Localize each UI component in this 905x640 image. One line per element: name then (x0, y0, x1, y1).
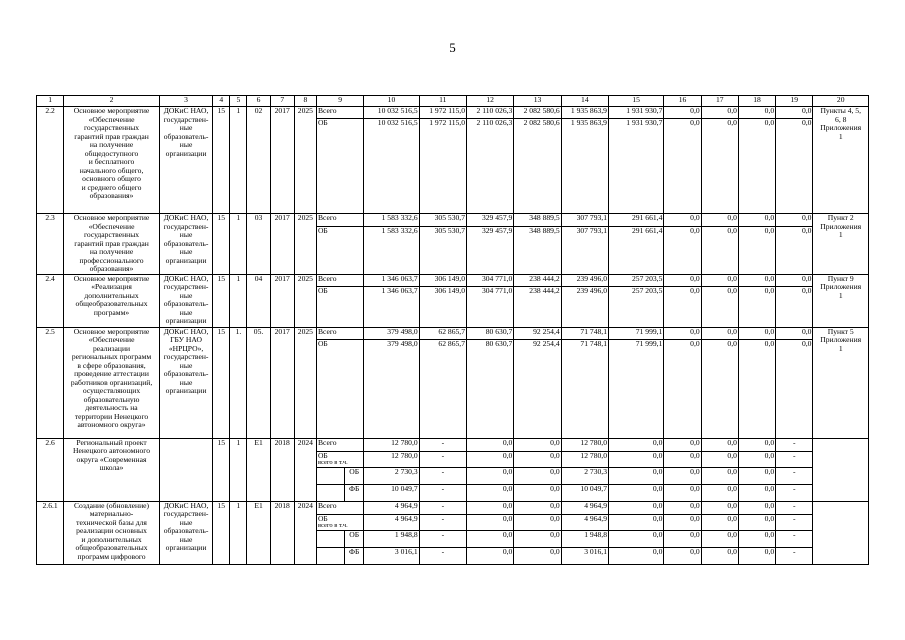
header-cell-20: 20 (813, 96, 869, 107)
funding-source (316, 438, 363, 451)
amount-col-10: 3 016,1 (364, 548, 419, 565)
amount-col-16: 0,0 (664, 119, 701, 214)
header-cell-19: 19 (776, 96, 813, 107)
amount-col-19: - (776, 438, 813, 451)
amount-col-19: 0,0 (776, 274, 813, 286)
amount-col-10: 12 780,0 (364, 451, 419, 467)
amount-col-11: - (419, 467, 466, 484)
code-c4: 15 (213, 501, 230, 564)
amount-col-11: 305 530,7 (419, 214, 466, 227)
amount-col-13: 0,0 (514, 514, 561, 530)
amount-col-11: 62 865,7 (419, 339, 466, 438)
amount-col-17: 0,0 (701, 514, 738, 530)
amount-col-17: 0,0 (701, 339, 738, 438)
amount-col-16: 0,0 (664, 548, 701, 565)
funding-subsource: ОБ (345, 531, 364, 548)
amount-col-16: 0,0 (664, 226, 701, 274)
amount-col-16: 0,0 (664, 214, 701, 227)
amount-col-13: 0,0 (514, 438, 561, 451)
code-c6: 02 (247, 107, 270, 214)
amount-col-16: 0,0 (664, 107, 701, 119)
amount-col-14: 1 935 863,9 (561, 107, 608, 119)
amount-col-15: 0,0 (608, 467, 663, 484)
code-c5: 1 (230, 274, 247, 327)
funding-subsource: ФБ (345, 484, 364, 501)
amount-col-11: - (419, 484, 466, 501)
table-row (37, 214, 869, 227)
amount-col-13: 0,0 (514, 548, 561, 565)
amount-col-19: 0,0 (776, 119, 813, 214)
header-cell-10: 10 (364, 96, 419, 107)
amount-col-19: 0,0 (776, 286, 813, 327)
header-cell-4: 4 (213, 96, 230, 107)
amount-col-12: 2 110 026,3 (467, 119, 514, 214)
header-cell-7: 7 (270, 96, 294, 107)
amount-col-16: 0,0 (664, 514, 701, 530)
amount-col-12: 0,0 (467, 451, 514, 467)
amount-col-13: 92 254,4 (514, 339, 561, 438)
header-cell-13: 13 (514, 96, 561, 107)
amount-col-13: 0,0 (514, 451, 561, 467)
header-cell-5: 5 (230, 96, 247, 107)
amount-col-14: 10 049,7 (561, 484, 608, 501)
amount-col-10: 1 583 332,6 (364, 226, 419, 274)
table-row (37, 274, 869, 286)
amount-col-11: - (419, 501, 466, 514)
amount-col-19: - (776, 531, 813, 548)
amount-col-13: 238 444,2 (514, 274, 561, 286)
amount-col-12: 329 457,9 (467, 226, 514, 274)
amount-col-15: 257 203,5 (608, 274, 663, 286)
amount-col-12: 329 457,9 (467, 214, 514, 227)
funding-source (316, 107, 363, 119)
amount-col-17: 0,0 (701, 438, 738, 451)
amount-col-12: 0,0 (467, 501, 514, 514)
funding-source-label: Всего (317, 501, 337, 510)
amount-col-16: 0,0 (664, 531, 701, 548)
reference-note: Пункт 2 Приложения 1 (813, 214, 869, 275)
executor: ДОКиС НАО, государствен- ные образователь- ные организации (159, 274, 212, 327)
amount-col-10: 4 964,9 (364, 501, 419, 514)
header-cell-18: 18 (738, 96, 775, 107)
funding-subsource: ОБ (345, 467, 364, 484)
amount-col-12: 0,0 (467, 531, 514, 548)
amount-col-12: 0,0 (467, 467, 514, 484)
code-c4: 15 (213, 274, 230, 327)
amount-col-11: 62 865,7 (419, 327, 466, 339)
funding-source-label: Всего (317, 438, 337, 447)
amount-col-16: 0,0 (664, 467, 701, 484)
amount-col-12: 0,0 (467, 484, 514, 501)
executor: ДОКиС НАО, государствен- ные образователь- ные организации (159, 107, 212, 214)
amount-col-12: 2 110 026,3 (467, 107, 514, 119)
amount-col-14: 307 793,1 (561, 226, 608, 274)
amount-col-18: 0,0 (738, 484, 775, 501)
funding-source-label: ОБ (317, 118, 328, 127)
amount-col-12: 0,0 (467, 438, 514, 451)
table-row (37, 438, 869, 451)
amount-col-17: 0,0 (701, 327, 738, 339)
amount-col-11: 306 149,0 (419, 274, 466, 286)
amount-col-12: 80 630,7 (467, 339, 514, 438)
amount-col-13: 0,0 (514, 467, 561, 484)
funding-source-sublabel: всего в т.ч. (317, 459, 348, 466)
amount-col-10: 10 032 516,5 (364, 119, 419, 214)
amount-col-13: 2 082 580,6 (514, 119, 561, 214)
row-number: 2.6 (37, 438, 64, 501)
funding-source-label: Всего (317, 274, 337, 283)
executor: ДОКиС НАО, государствен- ные образователь- ные организации (159, 501, 212, 564)
amount-col-18: 0,0 (738, 286, 775, 327)
code-c6: E1 (247, 501, 270, 564)
amount-col-16: 0,0 (664, 339, 701, 438)
funding-source-label: ОБ (317, 226, 328, 235)
amount-col-14: 239 496,0 (561, 286, 608, 327)
amount-col-15: 291 661,4 (608, 214, 663, 227)
code-c8: 2024 (294, 438, 316, 501)
amount-col-13: 348 889,5 (514, 226, 561, 274)
amount-col-14: 4 964,9 (561, 514, 608, 530)
header-cell-12: 12 (467, 96, 514, 107)
executor: ДОКиС НАО, государствен- ные образователь- ные организации (159, 214, 212, 275)
header-row (37, 96, 869, 107)
code-c5: 1 (230, 107, 247, 214)
amount-col-17: 0,0 (701, 531, 738, 548)
code-c4: 15 (213, 327, 230, 438)
amount-col-10: 1 583 332,6 (364, 214, 419, 227)
funding-source-label: ОБ (317, 514, 328, 523)
amount-col-10: 1 346 063,7 (364, 274, 419, 286)
amount-col-18: 0,0 (738, 501, 775, 514)
amount-col-17: 0,0 (701, 274, 738, 286)
amount-col-19: 0,0 (776, 327, 813, 339)
amount-col-10: 1 948,8 (364, 531, 419, 548)
header-cell-6: 6 (247, 96, 270, 107)
amount-col-13: 0,0 (514, 484, 561, 501)
amount-col-16: 0,0 (664, 274, 701, 286)
funding-source-label: Всего (317, 213, 337, 222)
row-number: 2.5 (37, 327, 64, 438)
amount-col-13: 0,0 (514, 531, 561, 548)
funding-source (316, 501, 363, 514)
code-c7: 2017 (270, 214, 294, 275)
header-cell-11: 11 (419, 96, 466, 107)
activity-name: Основное мероприятие «Обеспечение государственных гарантий прав граждан на получение общедоступного и бесплатного начального общего, основного общего и среднего общего образования» (64, 107, 160, 214)
amount-col-11: - (419, 451, 466, 467)
amount-col-19: 0,0 (776, 214, 813, 227)
amount-col-16: 0,0 (664, 438, 701, 451)
amount-col-14: 12 780,0 (561, 451, 608, 467)
amount-col-15: 1 931 930,7 (608, 107, 663, 119)
header-cell-8: 8 (294, 96, 316, 107)
amount-col-15: 0,0 (608, 438, 663, 451)
amount-col-14: 3 016,1 (561, 548, 608, 565)
amount-col-10: 10 049,7 (364, 484, 419, 501)
funding-source (316, 339, 363, 438)
funding-source-label: ОБ (317, 339, 328, 348)
amount-col-10: 10 032 516,5 (364, 107, 419, 119)
amount-col-13: 2 082 580,6 (514, 107, 561, 119)
activity-name: Региональный проект Ненецкого автономного округа «Современная школа» (64, 438, 160, 501)
reference-note: Пункты 4, 5, 6, 8 Приложения 1 (813, 107, 869, 214)
funding-source-spacer (316, 531, 344, 548)
amount-col-11: 1 972 115,0 (419, 119, 466, 214)
activity-name: Создание (обновление) материально- технической базы для реализации основных и дополнительных общеобразовательных программ цифрового (64, 501, 160, 564)
amount-col-15: 0,0 (608, 501, 663, 514)
amount-col-16: 0,0 (664, 451, 701, 467)
code-c7: 2018 (270, 501, 294, 564)
amount-col-10: 12 780,0 (364, 438, 419, 451)
code-c8: 2025 (294, 327, 316, 438)
amount-col-19: - (776, 514, 813, 530)
amount-col-12: 80 630,7 (467, 327, 514, 339)
amount-col-19: 0,0 (776, 226, 813, 274)
amount-col-17: 0,0 (701, 214, 738, 227)
amount-col-17: 0,0 (701, 484, 738, 501)
code-c8: 2025 (294, 107, 316, 214)
code-c8: 2024 (294, 501, 316, 564)
header-cell-15: 15 (608, 96, 663, 107)
amount-col-19: - (776, 548, 813, 565)
amount-col-11: - (419, 514, 466, 530)
code-c6: E1 (247, 438, 270, 501)
table-row (37, 327, 869, 339)
amount-col-18: 0,0 (738, 339, 775, 438)
amount-col-14: 1 948,8 (561, 531, 608, 548)
amount-col-18: 0,0 (738, 438, 775, 451)
amount-col-18: 0,0 (738, 226, 775, 274)
amount-col-16: 0,0 (664, 286, 701, 327)
amount-col-14: 239 496,0 (561, 274, 608, 286)
amount-col-12: 0,0 (467, 514, 514, 530)
amount-col-18: 0,0 (738, 451, 775, 467)
reference-note: Пункт 9 Приложения 1 (813, 274, 869, 327)
row-number: 2.6.1 (37, 501, 64, 564)
code-c4: 15 (213, 107, 230, 214)
code-c7: 2017 (270, 274, 294, 327)
code-c7: 2017 (270, 327, 294, 438)
amount-col-19: - (776, 484, 813, 501)
amount-col-18: 0,0 (738, 327, 775, 339)
funding-source (316, 327, 363, 339)
amount-col-14: 1 935 863,9 (561, 119, 608, 214)
amount-col-14: 71 748,1 (561, 327, 608, 339)
amount-col-16: 0,0 (664, 501, 701, 514)
amount-col-14: 307 793,1 (561, 214, 608, 227)
funding-source (316, 226, 363, 274)
amount-col-10: 379 498,0 (364, 327, 419, 339)
code-c7: 2017 (270, 107, 294, 214)
amount-col-15: 71 999,1 (608, 339, 663, 438)
amount-col-12: 304 771,0 (467, 274, 514, 286)
code-c4: 15 (213, 214, 230, 275)
amount-col-10: 379 498,0 (364, 339, 419, 438)
amount-col-10: 4 964,9 (364, 514, 419, 530)
funding-source (316, 514, 363, 530)
amount-col-15: 0,0 (608, 514, 663, 530)
amount-col-19: - (776, 451, 813, 467)
amount-col-17: 0,0 (701, 286, 738, 327)
amount-col-14: 4 964,9 (561, 501, 608, 514)
funding-source-spacer (316, 467, 344, 484)
header-cell-14: 14 (561, 96, 608, 107)
reference-note (813, 438, 869, 501)
row-number: 2.4 (37, 274, 64, 327)
amount-col-11: - (419, 438, 466, 451)
code-c8: 2025 (294, 274, 316, 327)
header-cell-2: 2 (64, 96, 160, 107)
amount-col-18: 0,0 (738, 514, 775, 530)
funding-source (316, 119, 363, 214)
amount-col-16: 0,0 (664, 327, 701, 339)
amount-col-13: 92 254,4 (514, 327, 561, 339)
amount-col-17: 0,0 (701, 226, 738, 274)
header-cell-17: 17 (701, 96, 738, 107)
funding-source-spacer (316, 548, 344, 565)
code-c5: 1 (230, 214, 247, 275)
amount-col-19: 0,0 (776, 339, 813, 438)
amount-col-18: 0,0 (738, 548, 775, 565)
amount-col-17: 0,0 (701, 451, 738, 467)
funding-source (316, 451, 363, 467)
amount-col-14: 2 730,3 (561, 467, 608, 484)
amount-col-18: 0,0 (738, 467, 775, 484)
amount-col-11: 306 149,0 (419, 286, 466, 327)
code-c5: 1 (230, 438, 247, 501)
code-c5: 1 (230, 501, 247, 564)
amount-col-15: 257 203,5 (608, 286, 663, 327)
amount-col-15: 291 661,4 (608, 226, 663, 274)
amount-col-17: 0,0 (701, 501, 738, 514)
amount-col-15: 0,0 (608, 531, 663, 548)
amount-col-17: 0,0 (701, 467, 738, 484)
amount-col-19: - (776, 501, 813, 514)
header-cell-16: 16 (664, 96, 701, 107)
amount-col-15: 0,0 (608, 548, 663, 565)
activity-name: Основное мероприятие «Обеспечение государственных гарантий прав граждан на получение профессионального образования» (64, 214, 160, 275)
amount-col-18: 0,0 (738, 119, 775, 214)
header-cell-1: 1 (37, 96, 64, 107)
executor (159, 438, 212, 501)
funding-source (316, 286, 363, 327)
executor: ДОКиС НАО, ГБУ НАО «НРЦРО», государствен- ные образователь- ные организации (159, 327, 212, 438)
amount-col-11: - (419, 531, 466, 548)
code-c5: 1. (230, 327, 247, 438)
amount-col-18: 0,0 (738, 214, 775, 227)
program-table (36, 95, 869, 565)
amount-col-19: 0,0 (776, 107, 813, 119)
amount-col-16: 0,0 (664, 484, 701, 501)
amount-col-12: 304 771,0 (467, 286, 514, 327)
amount-col-11: - (419, 548, 466, 565)
code-c6: 05. (247, 327, 270, 438)
funding-source-label: ОБ (317, 451, 328, 460)
code-c7: 2018 (270, 438, 294, 501)
code-c6: 03 (247, 214, 270, 275)
amount-col-14: 12 780,0 (561, 438, 608, 451)
amount-col-13: 348 889,5 (514, 214, 561, 227)
amount-col-12: 0,0 (467, 548, 514, 565)
funding-source (316, 274, 363, 286)
funding-subsource: ФБ (345, 548, 364, 565)
amount-col-15: 1 931 930,7 (608, 119, 663, 214)
activity-name: Основное мероприятие «Реализация дополнительных общеобразовательных программ» (64, 274, 160, 327)
amount-col-18: 0,0 (738, 274, 775, 286)
page-number: 5 (449, 40, 456, 55)
amount-col-15: 71 999,1 (608, 327, 663, 339)
reference-note (813, 501, 869, 564)
funding-source-spacer (316, 484, 344, 501)
amount-col-19: - (776, 467, 813, 484)
amount-col-13: 238 444,2 (514, 286, 561, 327)
header-cell-3: 3 (159, 96, 212, 107)
amount-col-10: 2 730,3 (364, 467, 419, 484)
funding-source-sublabel: всего в т.ч. (317, 522, 348, 530)
row-number: 2.3 (37, 214, 64, 275)
amount-col-11: 1 972 115,0 (419, 107, 466, 119)
funding-source-label: Всего (317, 106, 337, 115)
amount-col-17: 0,0 (701, 548, 738, 565)
amount-col-15: 0,0 (608, 484, 663, 501)
activity-name: Основное мероприятие «Обеспечение реализации региональных программ в сфере образования, проведение аттестации работников организаций, осуществляющих образовательную деятельность на территории Ненецкого автономного округа» (64, 327, 160, 438)
amount-col-11: 305 530,7 (419, 226, 466, 274)
header-cell-9: 9 (316, 96, 363, 107)
code-c8: 2025 (294, 214, 316, 275)
amount-col-17: 0,0 (701, 119, 738, 214)
amount-col-10: 1 346 063,7 (364, 286, 419, 327)
amount-col-18: 0,0 (738, 531, 775, 548)
amount-col-17: 0,0 (701, 107, 738, 119)
amount-col-18: 0,0 (738, 107, 775, 119)
reference-note: Пункт 5 Приложения 1 (813, 327, 869, 438)
amount-col-13: 0,0 (514, 501, 561, 514)
amount-col-14: 71 748,1 (561, 339, 608, 438)
funding-source (316, 214, 363, 227)
funding-source-label: Всего (317, 327, 337, 336)
amount-col-15: 0,0 (608, 451, 663, 467)
row-number: 2.2 (37, 107, 64, 214)
code-c6: 04 (247, 274, 270, 327)
code-c4: 15 (213, 438, 230, 501)
table-row (37, 107, 869, 119)
funding-source-label: ОБ (317, 286, 328, 295)
table-row (37, 501, 869, 514)
